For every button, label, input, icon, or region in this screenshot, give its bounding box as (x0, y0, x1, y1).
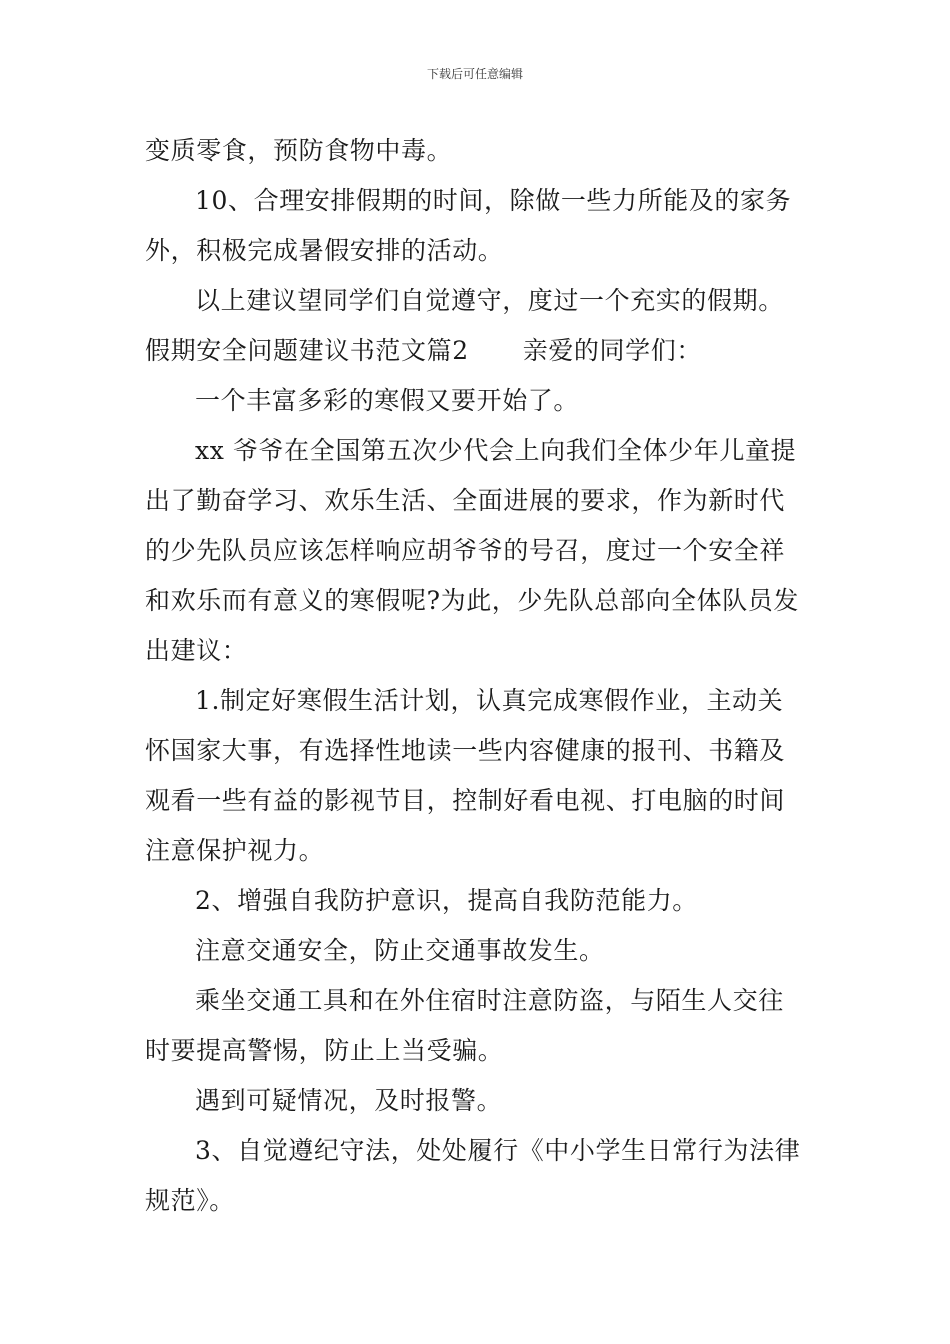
paragraph-line: 和欢乐而有意义的寒假呢?为此，少先队总部向全体队员发 (145, 586, 800, 615)
section-heading-line (145, 326, 807, 376)
paragraph-line: 1.制定好寒假生活计划，认真完成寒假作业，主动关 (195, 686, 784, 715)
paragraph-line: 乘坐交通工具和在外住宿时注意防盗，与陌生人交往 (195, 986, 784, 1015)
paragraph-line: 变质零食，预防食物中毒。 (145, 136, 453, 165)
paragraph-line: 注意交通安全，防止交通事故发生。 (195, 936, 605, 965)
paragraph-line: 观看一些有益的影视节目，控制好看电视、打电脑的时间 (145, 786, 786, 815)
paragraph-line: 时要提高警惕，防止上当受骗。 (145, 1036, 504, 1065)
paragraph-line: 3、自觉遵纪守法，处处履行《中小学生日常行为法律 (195, 1136, 801, 1165)
paragraph-line: 规范》。 (145, 1186, 235, 1215)
paragraph-line: 怀国家大事，有选择性地读一些内容健康的报刊、书籍及 (145, 736, 786, 765)
paragraph-line: 的少先队员应该怎样响应胡爷爷的号召，度过一个安全祥 (145, 536, 786, 565)
section-title: 假期安全问题建议书范文篇2 (145, 336, 469, 365)
page-header: 下载后可任意编辑 (426, 67, 523, 81)
paragraph-line: 注意保护视力。 (145, 836, 325, 865)
paragraph-line: 2、增强自我防护意识，提高自我防范能力。 (195, 886, 698, 915)
paragraph-line: 以上建议望同学们自觉遵守，度过一个充实的假期。 (195, 286, 784, 315)
paragraph-line: 外，积极完成暑假安排的活动。 (145, 236, 504, 265)
document-body (145, 126, 807, 1226)
paragraph-line: 遇到可疑情况，及时报警。 (195, 1086, 503, 1115)
paragraph-line: xx 爷爷在全国第五次少代会上向我们全体少年儿童提 (195, 436, 797, 465)
paragraph-line: 一个丰富多彩的寒假又要开始了。 (195, 386, 580, 415)
paragraph-line: 10、合理安排假期的时间，除做一些力所能及的家务 (195, 186, 792, 215)
paragraph-line: 出建议： (145, 636, 248, 665)
paragraph-line: 出了勤奋学习、欢乐生活、全面进展的要求，作为新时代 (145, 486, 786, 515)
salutation: 亲爱的同学们： (522, 336, 702, 365)
